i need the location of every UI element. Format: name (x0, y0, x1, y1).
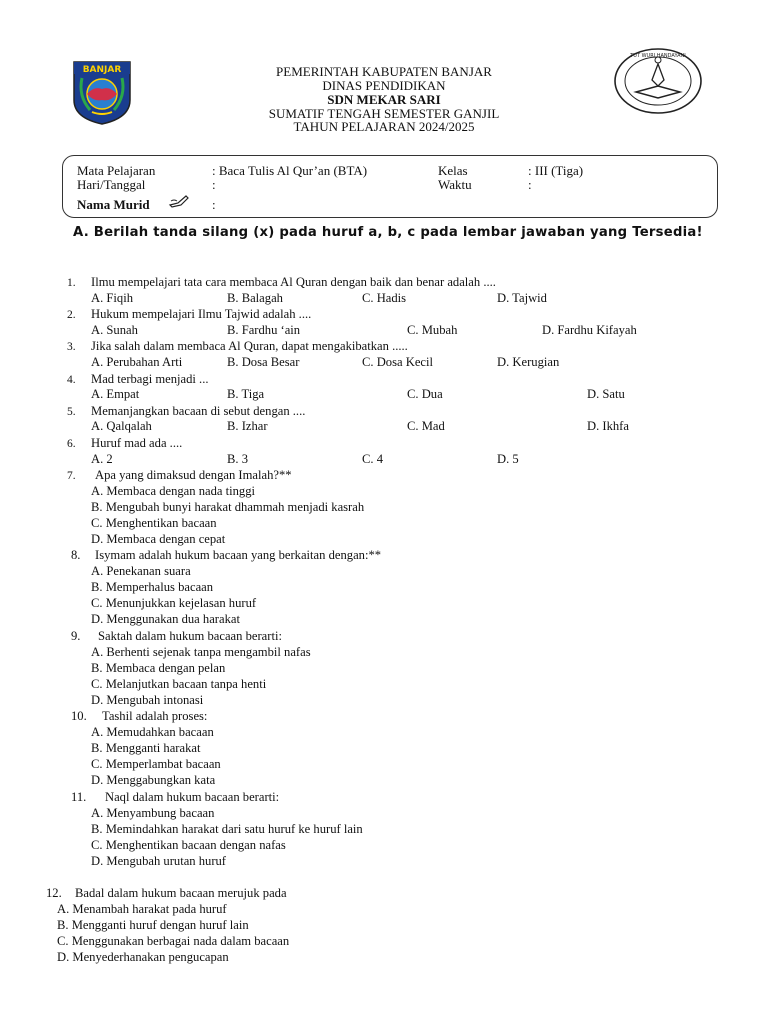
answer-option: D. Menggunakan dua harakat (91, 612, 240, 626)
answer-option: A. Penekanan suara (91, 564, 191, 578)
answer-option: C. Menggunakan berbagai nada dalam bacaan (57, 934, 290, 948)
answer-option: A. Perubahan Arti (91, 354, 183, 369)
answer-option: C. Mad (407, 419, 445, 434)
header-school: SDN MEKAR SARI (327, 92, 441, 107)
question-number: 6. (67, 438, 76, 450)
answer-option: C. Menghentikan bacaan (91, 516, 217, 530)
kelas-label: Kelas (438, 163, 468, 178)
mapel-value: : Baca Tulis Al Qur’an (BTA) (212, 163, 368, 178)
answer-option: A. Membaca dengan nada tinggi (91, 484, 256, 498)
question-text: Jika salah dalam membaca Al Quran, dapat mengakibatkan ..... (91, 339, 408, 354)
answer-option: A. Qalqalah (91, 419, 152, 434)
question-number: 11. (71, 790, 87, 804)
student-info-box (62, 155, 718, 218)
answer-option: D. Satu (587, 387, 625, 402)
answer-option: A. 2 (91, 451, 113, 466)
answer-option: B. Izhar (227, 419, 268, 434)
question-number: 1. (67, 277, 76, 289)
answer-option: C. Melanjutkan bacaan tanpa henti (91, 677, 267, 691)
question-number: 9. (71, 629, 81, 643)
question-number: 7. (67, 470, 76, 482)
nama-label: Nama Murid (77, 197, 150, 212)
answer-option: C. Hadis (362, 290, 407, 305)
answer-option: B. Membaca dengan pelan (91, 661, 226, 675)
header-year: TAHUN PELAJARAN 2024/2025 (293, 119, 475, 134)
answer-option: C. Memperlambat bacaan (91, 757, 221, 771)
question-text: Naql dalam hukum bacaan berarti: (105, 790, 280, 804)
answer-option: D. Tajwid (497, 290, 547, 305)
question-number: 2. (67, 309, 76, 322)
question-text: Saktah dalam hukum bacaan berarti: (98, 629, 282, 643)
question-text: Isymam adalah hukum bacaan yang berkaitan dengan:** (95, 548, 382, 562)
question-number: 3. (67, 341, 76, 354)
answer-option: D. Membaca dengan cepat (91, 532, 226, 546)
answer-option: C. 4 (362, 451, 383, 466)
kelas-value: : III (Tiga) (528, 163, 584, 178)
answer-option: D. Fardhu Kifayah (542, 322, 637, 337)
answer-option: C. Mubah (407, 322, 458, 337)
answer-option: A. Memudahkan bacaan (91, 725, 214, 739)
writing-hand-icon (168, 193, 190, 214)
waktu-value: : (528, 177, 532, 192)
answer-option: C. Menghentikan bacaan dengan nafas (91, 838, 286, 852)
answer-option: B. 3 (227, 451, 248, 466)
question-text: Huruf mad ada .... (91, 436, 183, 450)
answer-option: B. Fardhu ‘ain (227, 322, 301, 337)
question-number: 10. (71, 709, 87, 723)
answer-option: D. Menggabungkan kata (91, 773, 216, 787)
question-number: 12. (46, 886, 62, 900)
question-text: Memanjangkan bacaan di sebut dengan .... (91, 403, 306, 418)
header-exam: SUMATIF TENGAH SEMESTER GANJIL (268, 106, 500, 121)
question-text: Hukum mempelajari Ilmu Tajwid adalah .... (91, 307, 312, 322)
answer-option: B. Memindahkan harakat dari satu huruf ke huruf lain (91, 822, 363, 836)
nama-value: : (212, 197, 216, 212)
answer-option: B. Mengubah bunyi harakat dhammah menjadi kasrah (91, 500, 365, 514)
answer-option: C. Dosa Kecil (362, 354, 433, 369)
answer-option: A. Empat (91, 387, 140, 402)
answer-option: D. Kerugian (497, 354, 560, 369)
question-text: Ilmu mempelajari tata cara membaca Al Quran dengan baik dan benar adalah .... (91, 275, 496, 289)
answer-option: B. Dosa Besar (227, 354, 300, 369)
question-number: 5. (67, 405, 76, 418)
question-text: Apa yang dimaksud dengan Imalah?** (95, 468, 292, 482)
answer-option: D. Ikhfa (587, 419, 629, 434)
question-text: Tashil adalah proses: (102, 709, 208, 723)
answer-option: C. Dua (407, 387, 443, 402)
answer-option: A. Berhenti sejenak tanpa mengambil nafas (91, 645, 311, 659)
hari-label: Hari/Tanggal (77, 177, 146, 192)
answer-option: D. Mengubah urutan huruf (91, 854, 227, 868)
answer-option: B. Balagah (227, 290, 283, 305)
question-number: 4. (67, 373, 76, 386)
answer-option: B. Mengganti harakat (91, 741, 201, 755)
tut-wuri-logo-text: TUT WURI HANDAYANI (630, 53, 686, 59)
answer-option: B. Memperhalus bacaan (91, 580, 214, 594)
answer-option: A. Menambah harakat pada huruf (57, 902, 227, 916)
waktu-label: Waktu (438, 177, 472, 192)
answer-option: A. Fiqih (91, 290, 133, 305)
answer-option: D. 5 (497, 451, 519, 466)
answer-option: D. Mengubah intonasi (91, 693, 204, 707)
question-text: Badal dalam hukum bacaan merujuk pada (75, 886, 287, 900)
hari-value: : (212, 177, 216, 192)
question-text: Mad terbagi menjadi ... (91, 371, 209, 386)
mapel-label: Mata Pelajaran (77, 163, 156, 178)
answer-option: B. Mengganti huruf dengan huruf lain (57, 918, 249, 932)
answer-option: B. Tiga (227, 387, 265, 402)
answer-option: D. Menyederhanakan pengucapan (57, 950, 229, 964)
header-department: DINAS PENDIDIKAN (322, 78, 446, 93)
banjar-logo-text: BANJAR (82, 65, 122, 75)
answer-option: A. Sunah (91, 322, 138, 337)
question-number: 8. (71, 548, 81, 562)
answer-option: C. Menunjukkan kejelasan huruf (91, 596, 257, 610)
answer-option: A. Menyambung bacaan (91, 806, 215, 820)
header-government: PEMERINTAH KABUPATEN BANJAR (276, 64, 492, 79)
section-a-instruction: A. Berilah tanda silang (x) pada huruf a, b, c pada lembar jawaban yang Tersedia! (73, 225, 703, 240)
